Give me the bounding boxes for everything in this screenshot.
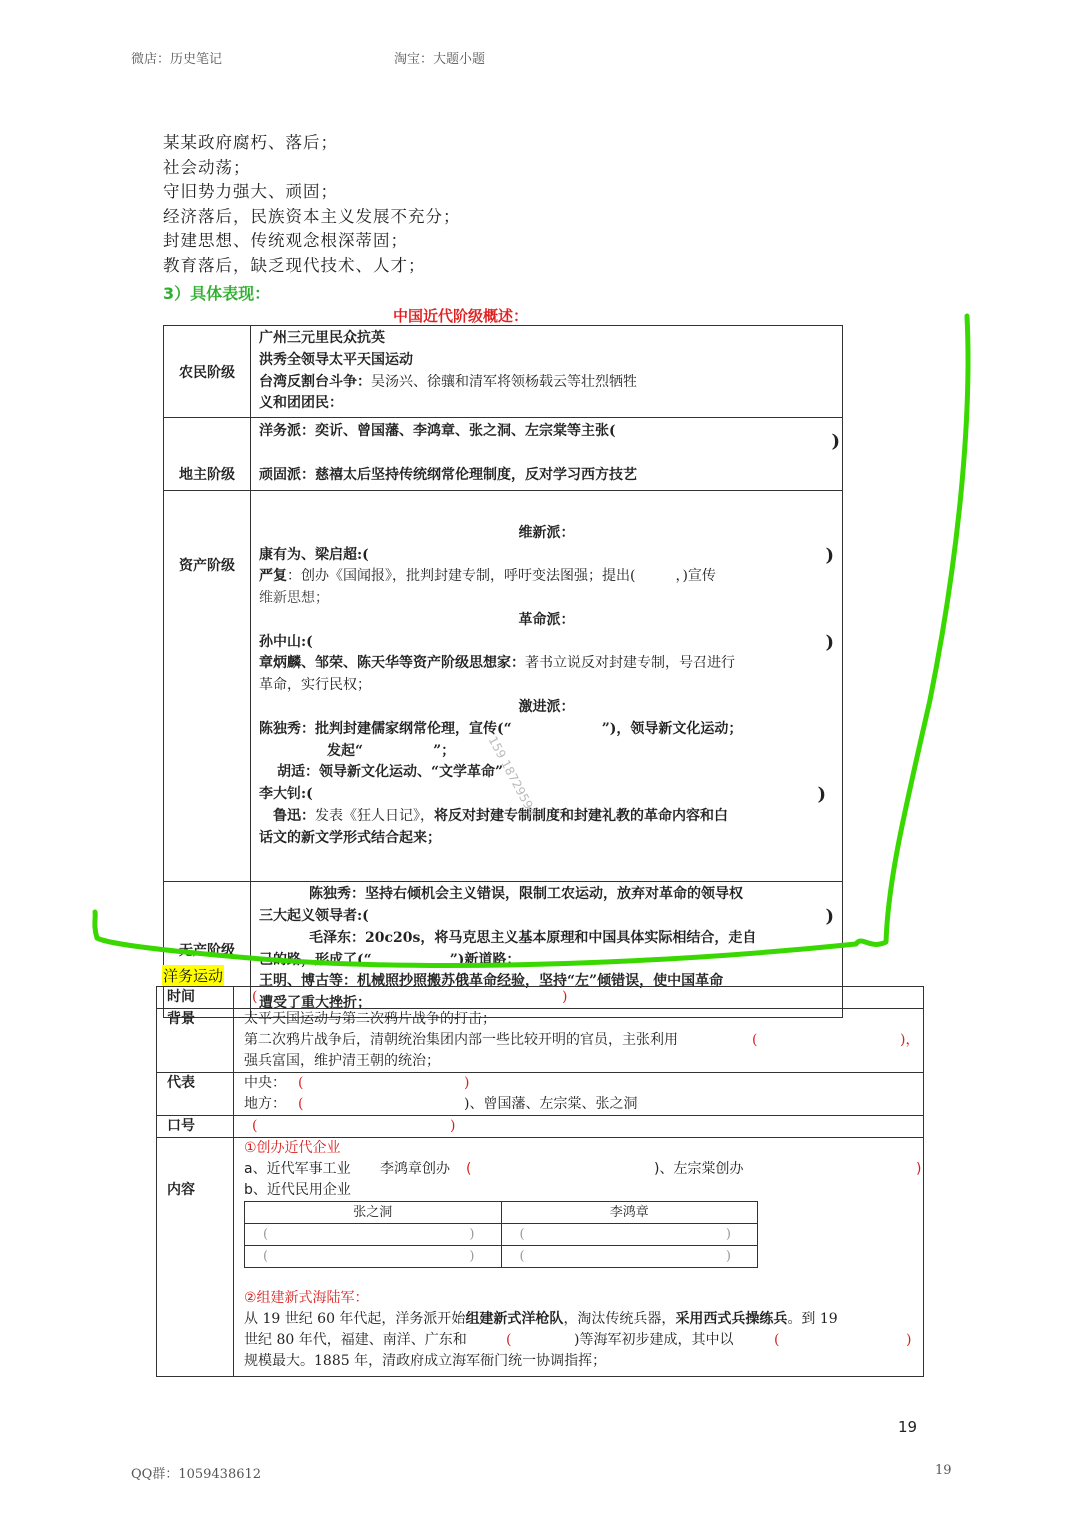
text-span: 第二次鸦片战争后，清朝统治集团内部一些比较开明的官员，主张利用 [244,1032,678,1048]
text-line: 维新思想； [259,590,329,607]
blank-line [259,443,834,465]
text-span: ：创办《国闻报》，批判封建专制，呼吁变法图强；提出( [287,568,636,585]
bracket: ( [466,1161,472,1177]
text-line [259,906,834,928]
text-line [259,421,840,453]
row-label: 资产阶级 [164,491,251,882]
text-line: 话文的新文学形式结合起来； [259,829,441,846]
bracket: ) [825,631,834,653]
text-span: ，)宣传 [675,568,716,585]
content-heading: ②组建新式海陆军： [244,1290,369,1306]
bracket: ( [252,1118,258,1134]
text-line [259,950,834,972]
bracket: ) [906,1332,912,1348]
text-span: 采用西式兵操练兵 [675,1311,788,1327]
subheading: 维新派： [518,524,575,541]
text-line: 太平天国运动与第二次鸦片战争的打击； [244,1011,496,1027]
header-shop: 微店：历史笔记 [131,52,223,67]
class-table [163,325,843,1018]
row-value [234,987,924,1009]
text-span: 。到 19 [787,1311,838,1327]
text-line: 强兵富国，维护清王朝的统治； [244,1053,440,1069]
text-span: )、曾国藩、左宗棠、张之洞 [464,1096,638,1112]
row-value [234,1009,924,1073]
text-span: 李大钊:( [259,786,313,803]
text-span: 台湾反割台斗争： [259,373,371,390]
header-taobao: 淘宝：大题小题 [394,52,486,67]
bracket: ( [298,1075,304,1091]
enterprise-table [244,1201,758,1268]
row-key: 背景 [157,1009,234,1073]
table-row [157,1116,924,1138]
text-line: 胡适：领导新文化运动、“文学革命” [277,764,504,781]
bracket: ) [817,784,826,806]
text-span: 孙中山:( [259,633,313,650]
text-line: b、近代民用企业 [244,1182,351,1198]
text-line [259,632,834,654]
bracket: ) [450,1118,456,1134]
text-line [259,545,834,567]
bracket: )， [900,1032,920,1048]
text-line [259,741,834,763]
table-row [164,326,843,418]
table-row [157,1138,924,1377]
text-span: a、近代军事工业 [244,1161,351,1177]
blank-cell: ( ) [501,1224,758,1246]
text-line: 遭受了重大挫折； [259,995,371,1012]
text-span: ，淘汰传统兵器， [563,1311,676,1327]
bracket: ) [464,1075,470,1091]
text-span: 洋务派：奕䜣、曾国藩、李鸿章、张之洞、左宗棠等主张( [259,423,616,440]
row-key: 口号 [157,1116,234,1138]
bracket: ) [825,905,834,927]
class-table-title: 中国近代阶级概述： [393,307,529,325]
bracket: ( [774,1332,780,1348]
text-span: 世纪 80 年代，福建、南洋、广东和 [244,1332,467,1348]
text-span: 发起“ [327,742,364,759]
text-span: 发表《狂人日记》， [315,808,434,825]
blank-brackets [244,1116,915,1137]
column-header: 张之洞 [245,1202,502,1224]
text-span: 陈独秀：批判封建儒家纲常伦理，宣传(“ [259,720,512,737]
text-span: )、左宗棠创办 [654,1161,744,1177]
yangwu-table [156,986,924,1377]
text-span: ”)，领导新文化运动； [601,720,743,737]
bracket: ) [562,989,568,1005]
text-line: 王明、博古等：机械照抄照搬苏俄革命经验，坚持“左”倾错误，使中国革命 [259,973,724,990]
text-line [259,719,834,741]
row-label: 农民阶级 [164,326,251,418]
text-line [259,784,834,806]
text-line [244,1030,920,1051]
yangwu-table-title: 洋务运动 [163,967,224,985]
bracket: ( [752,1032,758,1048]
bracket: ) [825,544,834,566]
cause-item: 封建思想、传统观念根深蒂固； [163,231,408,251]
text-line: 规模最大。1885 年，清政府成立海军衙门统一协调指挥； [244,1353,607,1369]
text-span: 李鸿章创办 [380,1161,450,1177]
row-content [251,491,843,882]
text-span: 地方： [244,1096,286,1112]
table-row [157,987,924,1009]
text-span: 己的路，形成了(“ [259,951,372,968]
table-row [157,1073,924,1116]
subheading: 革命派： [518,611,575,628]
text-line: 顽固派：慈禧太后坚持传统纲常伦理制度，反对学习西方技艺 [259,467,637,484]
column-header: 李鸿章 [501,1202,758,1224]
blank-cell: ( ) [245,1246,502,1268]
text-span: 鲁迅： [273,808,315,825]
text-line [244,1330,915,1351]
table-row [164,418,843,491]
table-row [157,1009,924,1073]
text-line [244,1073,915,1094]
cause-item: 社会动荡； [163,157,251,177]
text-line: 陈独秀：坚持右倾机会主义错误，限制工农运动，放弃对革命的领导权 [309,886,743,903]
page-number: 19 [898,1418,918,1436]
row-content [251,418,843,491]
bracket: ( [506,1332,512,1348]
row-key: 代表 [157,1073,234,1116]
blank-brackets [244,987,915,1008]
row-label: 地主阶级 [164,418,251,491]
text-span: 中央： [244,1075,286,1091]
causes-list [163,131,461,279]
text-line: 毛泽东：20c20s，将马克思主义基本原理和中国具体实际相结合，走自 [309,929,757,946]
content-heading: ①创办近代企业 [244,1140,341,1156]
text-line: 广州三元里民众抗英 [259,330,385,346]
text-span: 吴汤兴、徐骧和清军将领杨载云等壮烈牺牲 [371,373,637,390]
bracket: ( [298,1096,304,1112]
cause-item: 某某政府腐朽、落后； [163,133,338,152]
cause-item: 守旧势力强大、顽固； [163,182,338,202]
row-label: 无产阶级 [164,882,251,1018]
bracket: ) [831,431,840,453]
watermark: 159 18729594 [485,734,540,819]
text-span: 章炳麟、邹荣、陈天华等资产阶级思想家： [259,655,525,672]
text-line [244,1094,915,1115]
blank-cell: ( ) [501,1246,758,1268]
text-span: ”)新道路； [449,951,521,968]
text-line [259,372,834,394]
text-line [244,1159,922,1180]
text-span: 著书立说反对封建专制，号召进行 [525,655,735,672]
text-line: 洪秀全领导太平天国运动 [259,351,413,368]
cause-item: 教育落后，缺乏现代技术、人才； [163,255,426,275]
row-value [234,1073,924,1116]
subheading: 激进派： [518,699,575,716]
text-span: 将反对封建专制制度和封建礼教的革命内容和白 [434,808,728,825]
section-heading: 3）具体表现： [163,284,271,303]
row-key: 时间 [157,987,234,1009]
text-span: 三大起义领导者:( [259,907,369,924]
row-value [234,1138,924,1377]
footer-qq: QQ群：1059438612 [131,1467,262,1482]
row-key: 内容 [157,1138,234,1377]
text-span: )等海军初步建成，其中以 [574,1332,734,1348]
row-content [251,326,843,418]
blank-cell: ( ) [245,1224,502,1246]
bracket: ( [252,989,258,1005]
text-span: 组建新式洋枪队 [465,1311,564,1327]
text-span: 从 19 世纪 60 年代起，洋务派开始 [244,1311,466,1327]
bracket: ) [916,1161,922,1177]
text-line: 义和团团民： [259,395,343,412]
text-line [259,806,834,828]
cause-item: 经济落后，民族资本主义发展不充分； [163,206,461,226]
text-line [259,653,834,675]
text-span: 严复 [259,568,287,585]
text-line: 革命，实行民权； [259,677,371,694]
text-line [259,566,834,588]
footer-page: 19 [935,1463,952,1478]
text-span: ”； [433,742,456,759]
table-row [164,491,843,882]
text-line [244,1309,915,1330]
row-value [234,1116,924,1138]
text-span: 康有为、梁启超:( [259,546,369,563]
